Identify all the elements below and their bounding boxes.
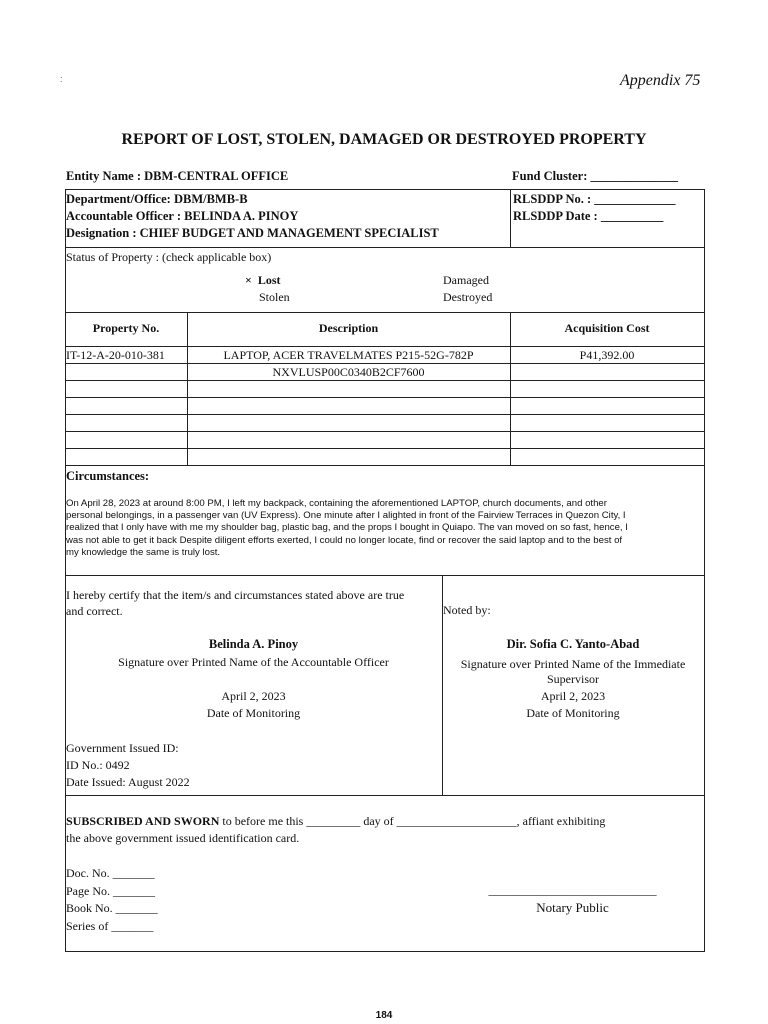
status-lost-label: Lost	[257, 273, 281, 287]
id-number: ID No.: 0492	[66, 758, 130, 772]
designation-label: Designation :	[66, 226, 137, 240]
officer-label: Accountable Officer :	[66, 209, 182, 223]
notary-public-label: Notary Public	[536, 900, 609, 915]
description-cell: LAPTOP, ACER TRAVELMATES P215-52G-782P	[223, 348, 474, 362]
officer-date-label: Date of Monitoring	[206, 706, 301, 720]
gov-id-label: Government Issued ID:	[66, 741, 179, 755]
header-description: Description	[318, 321, 379, 335]
book-no: Book No. _______	[66, 901, 158, 915]
rlsddp-date-label: RLSDDP Date :	[513, 209, 598, 223]
noted-by-label: Noted by:	[443, 603, 491, 617]
notary-book-entries	[66, 865, 158, 935]
id-date-issued: Date Issued: August 2022	[66, 775, 190, 789]
circumstances-line: personal belongings, in a passenger van (UV Express). One minute after I alighted in front of the Fairview Terraces in Quezon City, I	[66, 510, 626, 522]
sworn-rest: to before me this _________ day of ____________________, affiant exhibiting	[219, 814, 606, 828]
status-label: Status of Property : (check applicable box)	[66, 250, 272, 264]
page-no: Page No. _______	[66, 883, 155, 898]
header-acquisition-cost: Acquisition Cost	[564, 321, 650, 335]
sworn-bold: SUBSCRIBED AND SWORN	[66, 814, 220, 828]
certify-line: and correct.	[66, 604, 123, 618]
supervisor-signature-name: Dir. Sofia C. Yanto-Abad	[506, 637, 640, 651]
circumstances-line: my knowledge the same is truly lost.	[66, 546, 221, 558]
doc-no: Doc. No. _______	[66, 866, 155, 880]
officer-line	[66, 209, 298, 224]
officer-value: BELINDA A. PINOY	[184, 209, 299, 223]
circumstances-text	[66, 498, 628, 559]
officer-date: April 2, 2023	[221, 689, 286, 703]
department-value: DBM/BMB-B	[173, 192, 248, 206]
sworn-statement	[66, 814, 605, 829]
description-cell: NXVLUSP00C0340B2CF7600	[272, 365, 425, 379]
entity-label: Entity Name :	[66, 169, 141, 183]
rlsddp-no-label: RLSDDP No. :	[513, 192, 592, 206]
appendix-label: Appendix 75	[620, 72, 701, 89]
officer-signature-label: Signature over Printed Name of the Accountable Officer	[118, 655, 389, 669]
rlsddp-no	[513, 192, 676, 207]
status-damaged-checkbox[interactable]: Damaged	[443, 273, 489, 287]
check-mark-icon: ×	[245, 273, 252, 287]
designation-value: CHIEF BUDGET AND MANAGEMENT SPECIALIST	[139, 226, 439, 240]
supervisor-date: April 2, 2023	[540, 689, 606, 703]
officer-signature-name: Belinda A. Pinoy	[208, 637, 299, 651]
circumstances-line: On April 28, 2023 at around 8:00 PM, I left my backpack, containing the aforementioned LAPTOP, church documents, and other	[66, 498, 607, 509]
corner-mark: :	[60, 74, 63, 84]
supervisor-signature-label	[442, 657, 704, 687]
entity-name	[66, 169, 288, 184]
supervisor-date-label: Date of Monitoring	[526, 706, 620, 720]
sworn-line-2: the above government issued identification card.	[66, 831, 300, 845]
cost-cell: P41,392.00	[579, 348, 635, 362]
supervisor-sig-line: Supervisor	[547, 672, 599, 686]
certify-text	[66, 587, 404, 619]
rlsddp-date-value: __________	[600, 209, 664, 223]
fund-cluster	[512, 169, 678, 184]
circumstances-label: Circumstances:	[66, 469, 150, 483]
department-label: Department/Office:	[66, 192, 171, 206]
page-title: REPORT OF LOST, STOLEN, DAMAGED OR DESTROYED PROPERTY	[121, 131, 647, 148]
status-lost-checkbox[interactable]	[245, 273, 281, 288]
supervisor-sig-line: Signature over Printed Name of the Immediate	[460, 657, 686, 671]
property-no-cell: IT-12-A-20-010-381	[66, 348, 165, 362]
page-number: 184	[375, 1010, 393, 1021]
rlsddp-date	[513, 209, 663, 224]
government-id-block	[66, 740, 190, 791]
fund-cluster-label: Fund Cluster:	[512, 169, 588, 183]
notary-signature-line: ____________________________	[488, 883, 657, 897]
status-stolen-checkbox[interactable]: Stolen	[259, 290, 290, 304]
certify-line: I hereby certify that the item/s and circumstances stated above are true	[66, 588, 405, 602]
entity-value: DBM-CENTRAL OFFICE	[144, 169, 289, 183]
circumstances-line: was not able to get it back Despite diligent efforts exerted, I could no longer locate, find or recover the said laptop and to the best of	[66, 534, 623, 546]
fund-cluster-value: ______________	[590, 169, 678, 183]
department-line	[66, 192, 248, 207]
rlsddp-no-value: _____________	[594, 192, 676, 206]
header-property-no: Property No.	[92, 321, 160, 335]
status-destroyed-checkbox[interactable]: Destroyed	[443, 290, 493, 304]
designation-line	[66, 226, 439, 241]
series-of: Series of _______	[66, 918, 154, 933]
circumstances-line: realized that I only have with me my shoulder bag, plastic bag, and the props I bought in Quiapo. The van moved on so fast, hence, I	[66, 522, 628, 534]
